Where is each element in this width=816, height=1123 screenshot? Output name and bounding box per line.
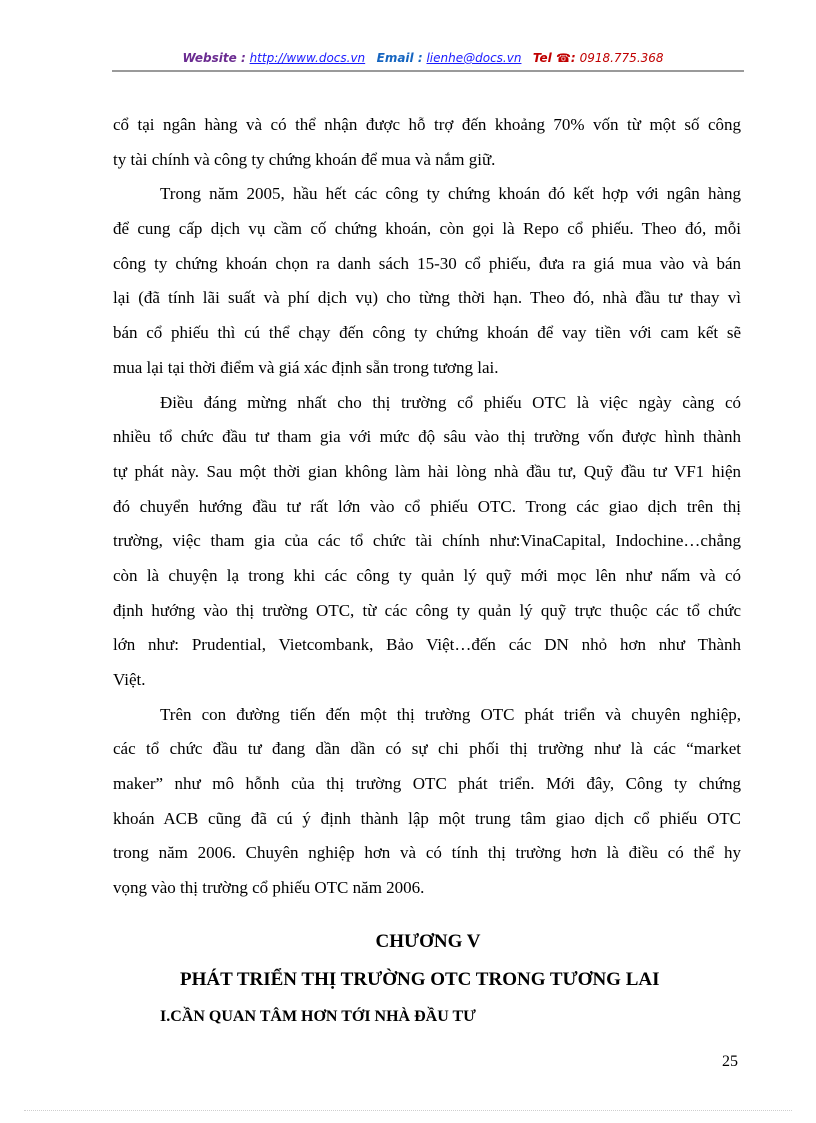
paragraph-line: Việt. [113,670,146,689]
paragraph-line: khoán ACB cũng đã cú ý định thành lập một trung tâm giao dịch cổ phiếu OTC [113,808,741,828]
tel-label: Tel ☎: [532,51,576,65]
paragraph-line: đó chuyển hướng đầu tư rất lớn vào cổ phiếu OTC. Trong các giao dịch trên thị [113,496,741,516]
paragraph-line: Điều đáng mừng nhất cho thị trường cổ phiếu OTC là việc ngày càng có [160,392,741,412]
header-divider [112,70,744,72]
paragraph-line: maker” như mô hỗnh của thị trường OTC phát triển. Mới đây, Công ty chứng [113,774,741,794]
chapter-title: PHÁT TRIỂN THỊ TRƯỜNG OTC TRONG TƯƠNG LAI [180,969,660,990]
paragraph-line: Trên con đường tiến đến một thị trường OTC phát triển và chuyên nghiệp, [160,704,741,724]
email-link[interactable]: lienhe@docs.vn [426,51,522,65]
paragraph-line: cổ tại ngân hàng và có thể nhận được hỗ trợ đến khoảng 70% vốn từ một số công [113,115,741,134]
tel-number: 0918.775.368 [579,51,664,65]
body-text [113,111,741,909]
page-bottom-border [24,1110,792,1111]
paragraph-line: tự phát này. Sau một thời gian không làm hài lòng nhà đầu tư, Quỹ đầu tư VF1 hiện [113,461,741,481]
paragraph-line: các tổ chức đầu tư đang dần dần có sự chi phối thị trường như là các “market [113,739,741,759]
paragraph-line: còn là chuyện lạ trong khi các công ty quản lý quỹ mới mọc lên như nấm và có [113,565,741,585]
paragraph-line: công ty chứng khoán chọn ra danh sách 15-30 cổ phiếu, đưa ra giá mua vào và bán [113,253,741,273]
paragraph-line: lớn như: Prudential, Vietcombank, Bảo Việt…đến các DN nhỏ hơn như Thành [113,635,741,655]
section-title: I.CẦN QUAN TÂM HƠN TỚI NHÀ ĐẦU TƯ [160,1008,476,1025]
paragraph-line: mua lại tại thời điểm và giá xác định sẵn trong tương lai. [113,357,499,377]
paragraph-line: bán cổ phiếu thì cú thể chạy đến công ty chứng khoán để vay tiền với cam kết sẽ [113,323,741,343]
paragraph-line: Trong năm 2005, hầu hết các công ty chứng khoán đó kết hợp với ngân hàng [160,184,741,204]
paragraph-line: định hướng vào thị trường OTC, từ các công ty quản lý quỹ trực thuộc các tổ chức [113,600,741,620]
page-number: 25 [722,1053,738,1070]
chapter-heading: CHƯƠNG V [375,931,481,952]
page-header [0,51,816,65]
paragraph-line: để cung cấp dịch vụ cầm cố chứng khoán, còn gọi là Repo cổ phiếu. Theo đó, mỗi [113,219,741,239]
website-label: Website : [182,51,246,65]
paragraph-line: trường, việc tham gia của các tổ chức tài chính như:VinaCapital, Indochine…chẳng [113,531,741,551]
website-link[interactable]: http://www.docs.vn [249,51,366,65]
paragraph-line: lại (đã tính lãi suất và phí dịch vụ) cho từng thời hạn. Theo đó, nhà đầu tư thay vì [113,288,741,308]
paragraph-line: ty tài chính và công ty chứng khoán để mua và nắm giữ. [113,149,496,169]
paragraph-line: nhiều tổ chức đầu tư tham gia với mức độ sâu vào thị trường vốn được hình thành [113,427,741,447]
paragraph-line: trong năm 2006. Chuyên nghiệp hơn và có tính thị trường hơn là điều có thể hy [113,843,741,863]
paragraph-line: vọng vào thị trường cổ phiếu OTC năm 2006. [113,878,425,898]
email-label: Email : [376,51,423,65]
